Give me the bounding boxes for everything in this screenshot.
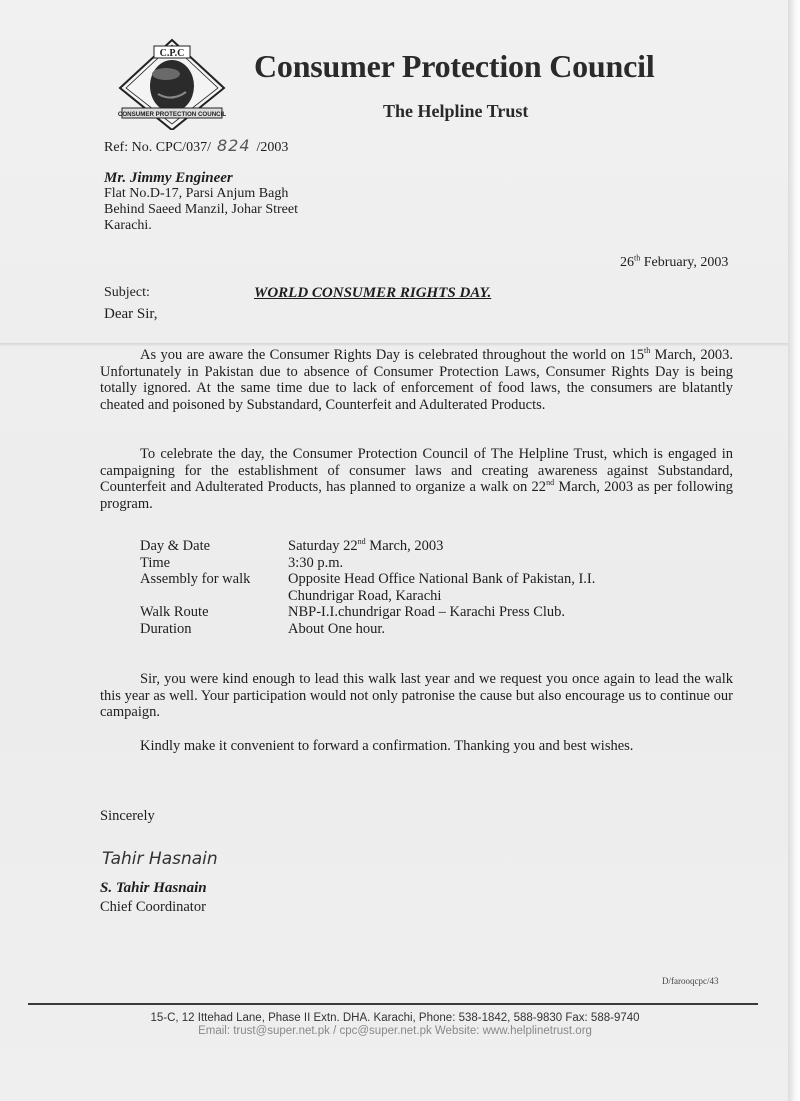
program-value: Opposite Head Office National Bank of Pakistan, I.I. Chundrigar Road, Karachi	[288, 571, 596, 604]
body-paragraph-4: Kindly make it convenient to forward a confirmation. Thanking you and best wishes.	[140, 738, 634, 754]
signature-text: Tahir Hasnain	[102, 849, 218, 869]
program-value: About One hour.	[288, 620, 386, 637]
reference-prefix: Ref: No. CPC/037/	[104, 140, 211, 155]
recipient-address-line: Flat No.D-17, Parsi Anjum Bagh	[104, 186, 289, 201]
reference-number	[104, 136, 288, 156]
body-paragraph-1: As you are aware the Consumer Rights Day is celebrated throughout the world on 15th March, 2003. Unfortunately in Pakistan due to absence of Consumer Protection Laws, Consumer Rights Day is being totally ignored. At the same time due to lack of enforcement of food laws, the consumers are blatantly cheated and poisoned by Substandard, Counterfeit and Adulterated Products.	[100, 346, 734, 413]
signer-title: Chief Coordinator	[100, 899, 206, 915]
logo-top-label: C.P.C	[159, 48, 185, 59]
logo-bottom-label: CONSUMER PROTECTION COUNCIL	[118, 111, 226, 118]
program-value: 3:30 p.m.	[288, 554, 344, 571]
program-label: Time	[140, 554, 171, 571]
program-value: Saturday 22nd March, 2003	[288, 537, 444, 554]
recipient-address-line: Behind Saeed Manzil, Johar Street	[104, 202, 299, 217]
program-row-route	[140, 604, 608, 621]
subject-label: Subject:	[104, 285, 150, 300]
program-label: Walk Route	[140, 604, 209, 620]
reference-handwritten-number: 824	[216, 136, 251, 155]
cpc-logo-icon	[118, 38, 226, 130]
letter-date: 26th February, 2003	[620, 253, 729, 270]
paper-edge	[788, 0, 800, 1101]
closing: Sincerely	[100, 808, 155, 824]
subject-text: WORLD CONSUMER RIGHTS DAY.	[254, 285, 492, 301]
organization-subtitle: The Helpline Trust	[383, 101, 529, 121]
reference-suffix: /2003	[256, 140, 289, 155]
footer-contact: Email: trust@super.net.pk / cpc@super.net.pk Website: www.helplinetrust.org	[198, 1025, 592, 1037]
recipient-name: Mr. Jimmy Engineer	[104, 170, 233, 186]
paper-fold-line	[0, 343, 790, 346]
recipient-block	[104, 170, 298, 234]
recipient-address-line: Karachi.	[104, 218, 152, 233]
signature-icon	[100, 842, 260, 872]
program-row-time	[140, 555, 608, 572]
program-row-assembly	[140, 571, 608, 604]
program-value: NBP-I.I.chundrigar Road – Karachi Press Club.	[288, 604, 566, 620]
body-paragraph-2: To celebrate the day, the Consumer Protection Council of The Helpline Trust, which is engaged in campaigning for the establishment of consumer laws and creating awareness against Substandard, Counterfeit and Adulterated Products, has planned to organize a walk on 22nd March, 2003 as per following program.	[100, 446, 733, 512]
footer-divider	[28, 1003, 758, 1005]
body-paragraph-3: Sir, you were kind enough to lead this walk last year and we request you once again to lead the walk this year as well. Your participation would not only patronise the cause but also encourage us to continue our campaign.	[100, 671, 733, 720]
program-label: Duration	[140, 620, 192, 637]
program-label: Assembly for walk	[140, 571, 251, 587]
program-row-day	[140, 538, 608, 555]
salutation: Dear Sir,	[104, 306, 158, 322]
file-reference-code: D/farooqcpc/43	[662, 976, 719, 986]
program-row-duration	[140, 621, 608, 638]
program-label: Day & Date	[140, 538, 211, 554]
footer-address: 15-C, 12 Ittehad Lane, Phase II Extn. DHA. Karachi, Phone: 538-1842, 588-9830 Fax: 588-9740	[150, 1012, 640, 1024]
program-details	[140, 538, 608, 637]
organization-title: Consumer Protection Council	[254, 48, 655, 84]
signer-name: S. Tahir Hasnain	[100, 880, 207, 896]
